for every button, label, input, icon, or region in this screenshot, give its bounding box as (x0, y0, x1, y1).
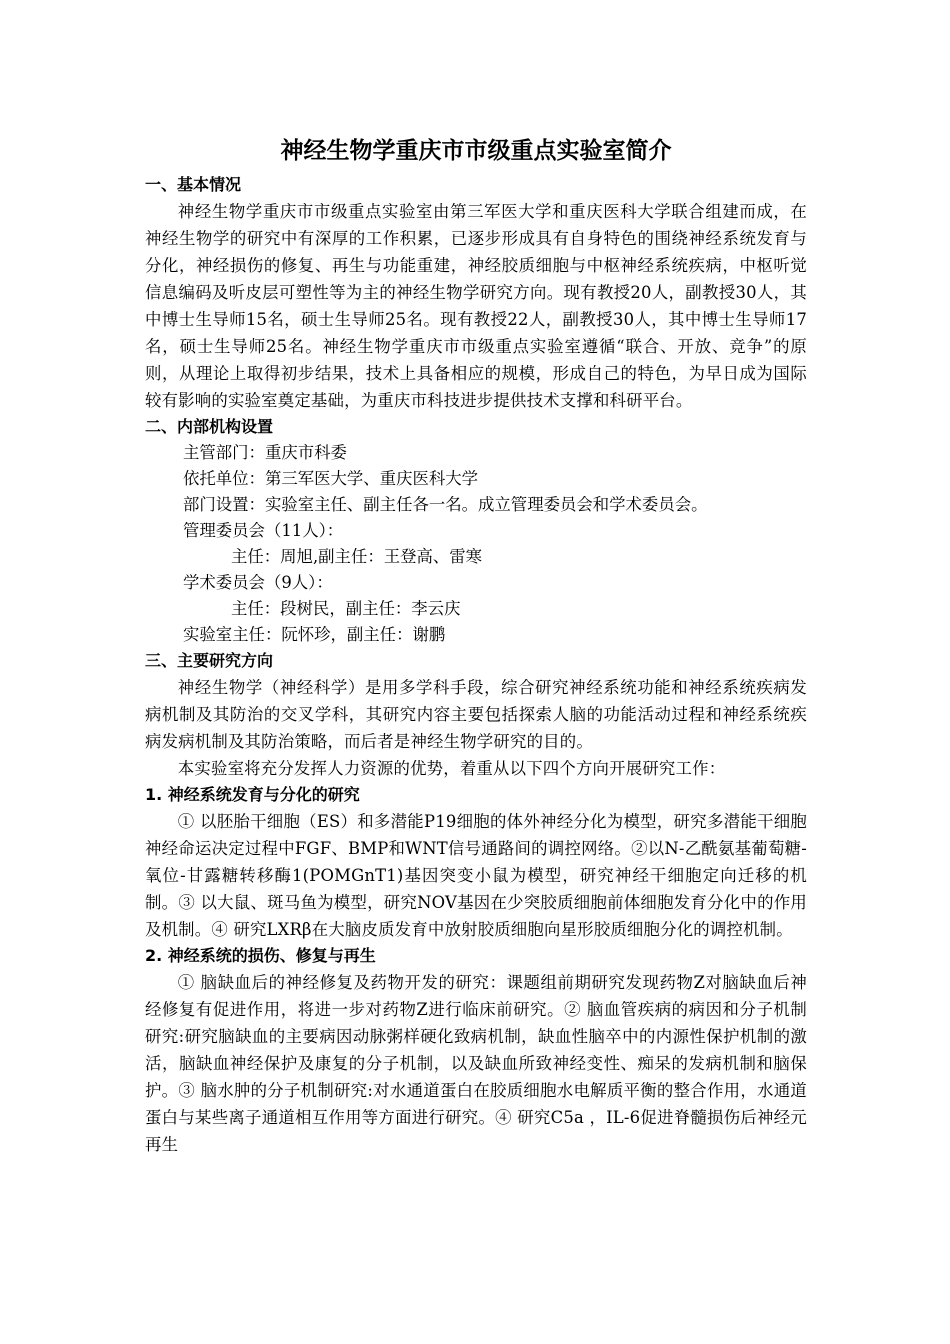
structure-line: 主任：周旭,副主任：王登高、雷寒 (231, 547, 483, 566)
section-heading-research: 三、主要研究方向 (145, 651, 274, 670)
section-heading-basic: 一、基本情况 (145, 175, 242, 194)
structure-line: 部门设置：实验室主任、副主任各一名。成立管理委员会和学术委员会。 (183, 495, 708, 514)
structure-line: 依托单位：第三军医大学、重庆医科大学 (183, 469, 479, 488)
research-paragraph: 神经生物学（神经科学）是用多学科手段，综合研究神经系统功能和神经系统疾病发病机制及其防治的交叉学科，其研究内容主要包括探索人脑的功能活动过程和神经系统疾病发病机制及其防治策略，而后者是神经生物学研究的目的。 (145, 678, 807, 751)
research-paragraph: 本实验室将充分发挥人力资源的优势，着重从以下四个方向开展研究工作： (177, 759, 726, 778)
direction-heading-1: 1. 神经系统发育与分化的研究 (145, 785, 360, 804)
basic-info-paragraph: 神经生物学重庆市市级重点实验室由第三军医大学和重庆医科大学联合组建而成，在神经生物学的研究中有深厚的工作积累，已逐步形成具有自身特色的围绕神经系统发育与分化，神经损伤的修复、再生与功能重建，神经胶质细胞与中枢神经系统疾病，中枢听觉信息编码及听皮层可塑性等为主的神经生物学研究方向。现有教授20人，副教授30人，其中博士生导师15名，硕士生导师25名。现有教授22人，副教授30人，其中博士生导师17名，硕士生导师25名。神经生物学重庆市市级重点实验室遵循“联合、开放、竞争”的原则，从理论上取得初步结果，技术上具备相应的规模，形成自己的特色，为早日成为国际较有影响的实验室奠定基础，为重庆市科技进步提供技术支撑和科研平台。 (145, 202, 807, 410)
document-title: 神经生物学重庆市市级重点实验室简介 (280, 138, 672, 164)
document-page (145, 134, 807, 1158)
structure-line: 实验室主任：阮怀珍，副主任：谢鹏 (183, 625, 446, 644)
direction-paragraph-1: ① 以胚胎干细胞（ES）和多潜能P19细胞的体外神经分化为模型，研究多潜能干细胞神经命运决定过程中FGF、BMP和WNT信号通路间的调控网络。②以N-乙酰氨基葡萄糖-氧位-甘露糖转移酶1(POMGnT1)基因突变小鼠为模型，研究神经干细胞定向迁移的机制。③ 以大鼠、斑马鱼为模型，研究NOV基因在少突胶质细胞前体细胞发育分化中的作用及机制。④ 研究LXRβ在大脑皮质发育中放射胶质细胞向星形胶质细胞分化的调控机制。 (145, 812, 807, 939)
structure-line: 学术委员会（9人）： (183, 573, 333, 592)
section-heading-structure: 二、内部机构设置 (145, 417, 274, 436)
structure-line: 主管部门：重庆市科委 (183, 443, 347, 462)
direction-paragraph-2: ① 脑缺血后的神经修复及药物开发的研究：课题组前期研究发现药物Z对脑缺血后神经修复有促进作用，将进一步对药物Z进行临床前研究。② 脑血管疾病的病因和分子机制研究:研究脑缺血的主要病因动脉粥样硬化致病机制，缺血性脑卒中的内源性保护机制的激活，脑缺血神经保护及康复的分子机制，以及缺血所致神经变性、痴呆的发病机制和脑保护。③ 脑水肿的分子机制研究:对水通道蛋白在胶质细胞水电解质平衡的整合作用，水通道蛋白与某些离子通道相互作用等方面进行研究。④ 研究C5a ，IL-6促进脊髓损伤后神经元再生 (145, 973, 807, 1154)
structure-line: 管理委员会（11人）： (183, 521, 344, 540)
structure-line: 主任：段树民，副主任：李云庆 (231, 599, 461, 618)
direction-heading-2: 2. 神经系统的损伤、修复与再生 (145, 946, 376, 965)
